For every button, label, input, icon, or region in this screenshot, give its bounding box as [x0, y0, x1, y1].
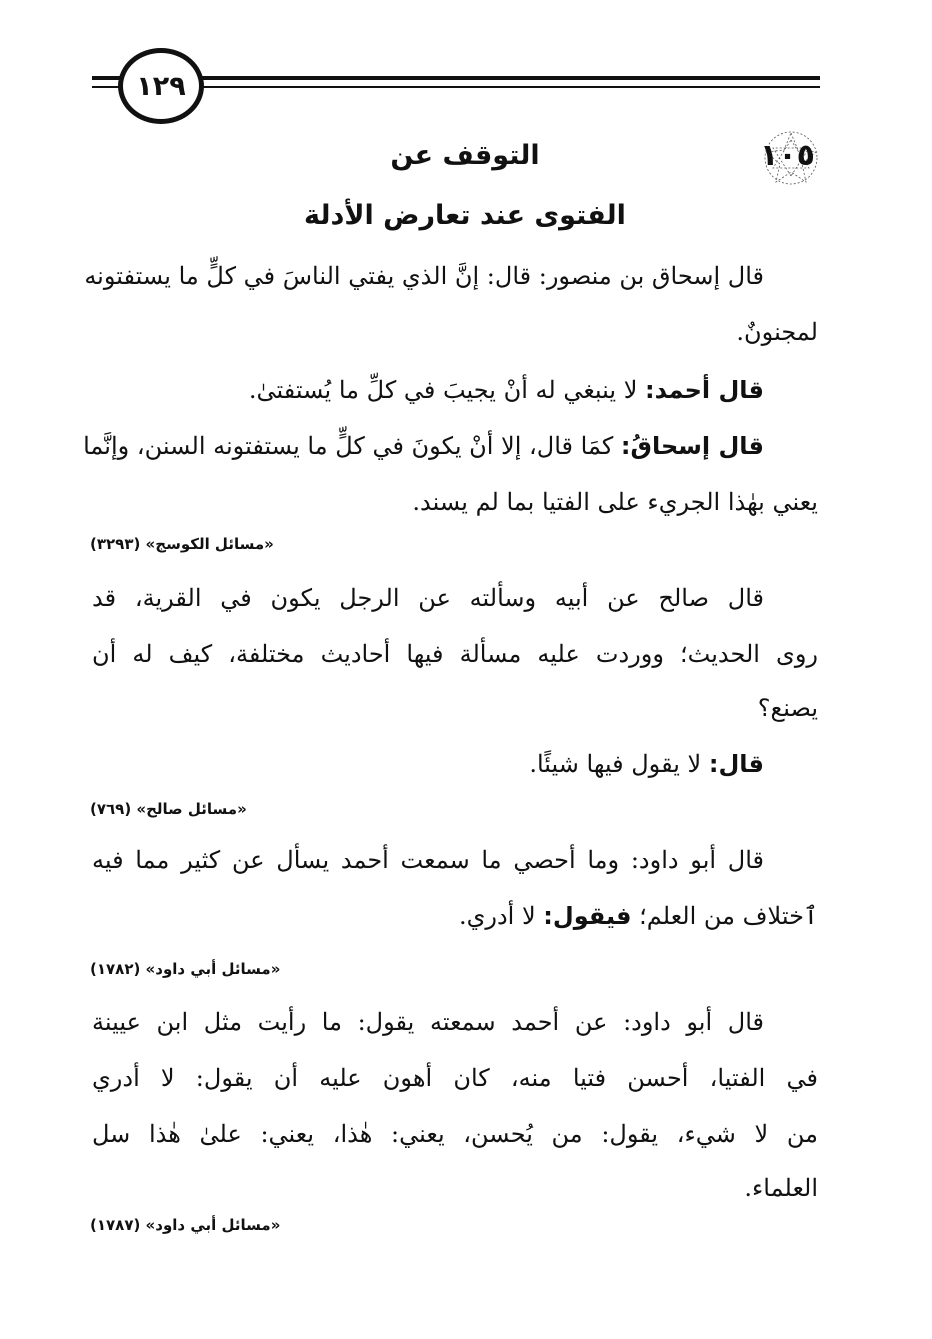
- text-line: [92, 846, 764, 874]
- text-span: قال أبو داود: وما أحصي ما سمعت أحمد يسأل عن كثير مما فيه: [92, 846, 764, 874]
- text-line: [92, 488, 818, 516]
- text-line: [92, 1008, 764, 1036]
- source-citation: «مسائل أبي داود» (١٧٨٢): [90, 960, 281, 978]
- source-citation: «مسائل أبي داود» (١٧٨٧): [90, 1216, 281, 1234]
- text-span: من لا شيء، يقول: من يُحسن، يعني: هٰذا، يعني: علىٰ هٰذا سل: [92, 1120, 818, 1148]
- text-line: [92, 902, 818, 930]
- text-line: [92, 1120, 818, 1148]
- text-line: [92, 584, 764, 612]
- text-line: [83, 432, 764, 460]
- page-number: ١٢٩: [136, 70, 186, 102]
- source-citation: «مسائل الكوسج» (٣٢٩٣): [90, 535, 274, 553]
- text-span: ٱختلاف من العلم؛: [631, 902, 818, 930]
- text-span: قال أبو داود: عن أحمد سمعته يقول: ما رأيت مثل ابن عيينة: [92, 1008, 765, 1036]
- speaker-label: فيقول:: [543, 902, 632, 930]
- section-number-badge: [740, 128, 835, 186]
- text-line: [92, 1174, 818, 1202]
- text-span: لا ينبغي له أنْ يجيبَ في كلِّ ما يُستفتىٰ.: [248, 376, 646, 404]
- section-title-line-2: الفتوى عند تعارض الأدلة: [304, 200, 626, 231]
- text-span: يعني بهٰذا الجريء على الفتيا بما لم يسند.: [412, 488, 818, 516]
- text-line: [92, 1064, 818, 1092]
- text-span: يصنع؟: [757, 694, 818, 722]
- speaker-label: قال إسحاقُ:: [620, 432, 764, 460]
- text-line: [92, 750, 764, 778]
- section-title-line-1: التوقف عن: [390, 140, 540, 171]
- speaker-label: قال أحمد:: [645, 376, 764, 404]
- speaker-label: قال:: [708, 750, 764, 778]
- text-span: لمجنونٌ.: [736, 318, 818, 346]
- text-span: لا أدري.: [458, 902, 544, 930]
- text-line: [92, 694, 818, 722]
- text-span: قال صالح عن أبيه وسألته عن الرجل يكون في القرية، قد: [92, 584, 764, 612]
- section-number: ١٠٥: [760, 138, 815, 173]
- text-line: [92, 376, 764, 404]
- text-span: قال إسحاق بن منصور: قال: إنَّ الذي يفتي الناسَ في كلٍّ ما يستفتونه: [84, 262, 764, 290]
- text-span: كمَا قال، إلا أنْ يكونَ في كلٍّ ما يستفتونه السنن، وإنَّما: [83, 432, 621, 460]
- text-line: [92, 318, 818, 346]
- text-line: [84, 262, 764, 290]
- page-number-badge: [118, 48, 204, 124]
- text-span: في الفتيا، أحسن فتيا منه، كان أهون عليه أن يقول: لا أدري: [92, 1064, 818, 1092]
- source-citation: «مسائل صالح» (٧٦٩): [90, 800, 247, 818]
- text-line: [92, 640, 818, 668]
- text-span: روى الحديث؛ ووردت عليه مسألة فيها أحاديث مختلفة، كيف له أن: [92, 640, 818, 668]
- text-span: العلماء.: [744, 1174, 818, 1202]
- text-span: لا يقول فيها شيئًا.: [529, 750, 709, 778]
